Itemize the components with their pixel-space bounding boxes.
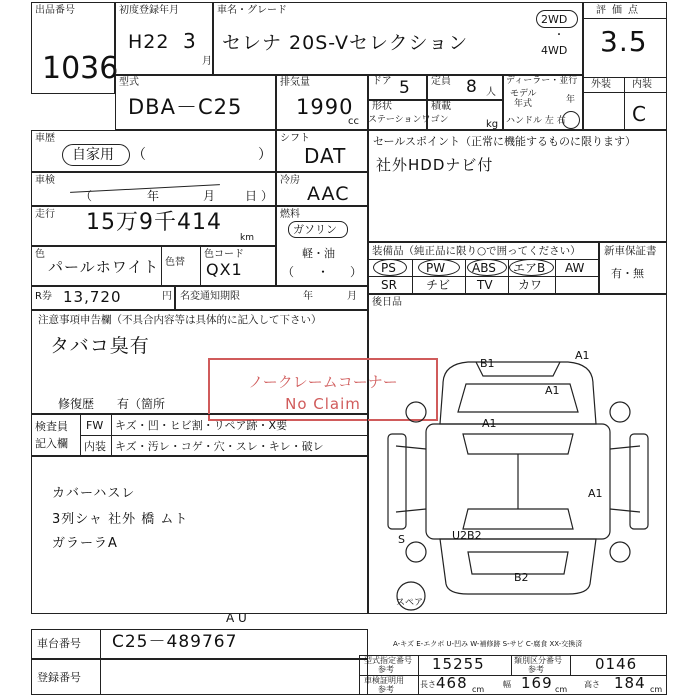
class-value: 0146 [595,655,638,673]
sales-point-label: セールスポイント（正常に機能するものに限ります） [373,135,637,148]
fuel-label: 燃料 [280,209,300,220]
inspector-row1-tag: FW [86,419,104,432]
mileage-value: 15万9千414 [86,210,222,235]
recycle-unit: 円 [162,291,172,302]
type-sub: 参考 [378,665,394,674]
chassis-value: C25－489767 [112,632,238,652]
inspector-note-1: カバーハスレ [52,486,136,501]
lot-number: 1036 [42,51,119,86]
inspection-day: 日 [245,189,258,203]
color-value: パールホワイト [48,258,160,276]
color-change-label: 色替 [165,257,185,268]
interior-value: C [632,102,647,126]
fuel-gas: ガソリン [293,223,337,236]
type-label: 型式指定番号 [364,656,412,665]
shift-label: シフト [280,133,310,144]
drive-dot: ・ [554,30,564,41]
name-change-month: 月 [347,291,357,302]
mileage-unit: km [240,233,254,243]
mark-s: S [398,533,405,546]
color-code-value: QX1 [206,260,243,279]
model-name-label: 車名・グレード [217,5,287,16]
type-value: 15255 [432,655,485,673]
equip-tv: TV [477,278,493,292]
fuel-diesel: 軽・油 [302,247,335,260]
equip-sr: SR [381,278,397,292]
cert-label: 車検証明用 [364,676,404,685]
aircon-label: 冷房 [280,175,300,186]
color-label: 色 [35,249,45,260]
model-year-unit: 年 [566,95,576,105]
fuel-paren-close: ） [350,265,363,279]
grade-label: 評価点 [596,5,644,16]
mark-au: A U [226,611,247,625]
inspector-note-2: 3列シャ 社外 橋 ムト [52,512,189,527]
mark-a1-right: A1 [545,384,560,397]
drive-2wd: 2WD [541,13,568,26]
shift-value: DAT [304,144,347,168]
mark-u2b2: U2B2 [452,529,482,542]
inspection-paren-open: （ [80,189,93,203]
width-label: 幅 [503,680,511,689]
height-value: 184 [614,674,646,692]
inspection-paren-close: ） [261,189,274,203]
inspector-notes-box [31,456,368,614]
equip-ps: PS [381,261,396,275]
load-unit: kg [486,119,499,130]
name-change-year: 年 [303,291,313,302]
repair-value: 有（箇所 [117,397,166,411]
width-unit: cm [555,685,568,694]
handle-label: ハンドル 左 右 [506,116,566,126]
height-label: 高さ [584,680,600,689]
no-claim-jp: ノークレームコーナー [248,373,398,391]
handle-right-circle [562,111,580,129]
cert-sub: 参考 [378,685,394,694]
history-label: 車歴 [35,133,55,144]
lot-label: 出品番号 [35,5,75,16]
inspection-year: 年 [147,189,160,203]
reg-number-label: 登録番号 [37,671,81,684]
repair-label: 修復歴 [58,397,95,411]
equip-aw: AW [565,261,585,275]
length-value: 468 [436,674,468,692]
inspector-row1-text: キズ・凹・ヒビ割・リペア跡・X要 [115,419,288,432]
mark-a1-mid: A1 [482,417,497,430]
no-claim-en: No Claim [285,395,361,413]
exterior-label: 外装 [591,79,611,90]
chassis-label: 車台番号 [37,637,81,650]
dealer-label: ディーラー・並行 [506,76,578,86]
displacement-value: 1990 [296,95,354,119]
equip-airbag: エアB [513,261,546,275]
history-value: 自家用 [72,147,114,163]
inspector-row2-tag: 内装 [84,440,106,453]
load-label: 積載 [431,101,451,112]
equip-pw: PW [426,261,446,275]
inspector-label2: 記入欄 [35,437,68,450]
first-reg-month-unit: 月 [202,56,212,67]
model-code-label: 型式 [119,77,139,88]
fuel-paren-open: （ [282,265,295,279]
recycle-label: R券 [35,291,52,302]
first-reg-label: 初度登録年月 [119,5,179,16]
equipment-label: 装備品（純正品に限り○で囲ってください） [372,245,581,257]
equip-leather: カワ [518,278,543,292]
length-label: 長さ [420,680,436,689]
notes-label: 注意事項申告欄（不具合内容等は具体的に記入して下さい） [38,314,322,326]
capacity-label: 定員 [431,76,451,87]
interior-label: 内装 [632,79,652,90]
first-reg-era-year: H22 [128,31,170,53]
inspector-note-3: ガラーラA [52,536,118,551]
history-paren-open: （ [132,147,146,163]
name-change-label: 名変通知期限 [180,291,240,302]
warranty-value: 有・無 [611,267,644,280]
doors-value: 5 [399,78,411,98]
displacement-unit: cc [348,116,359,127]
history-paren-close: ） [258,147,272,163]
reg-number-box [31,659,368,695]
mark-b2: B2 [514,571,529,584]
car-diagram [368,294,667,614]
equip-tv-small: チビ [426,278,451,292]
length-unit: cm [472,685,485,694]
displacement-label: 排気量 [280,77,310,88]
drive-4wd: 4WD [541,44,568,57]
model-code-value: DBA－C25 [128,95,243,119]
color-code-label: 色コード [204,249,244,260]
mileage-label: 走行 [35,209,55,220]
aircon-value: AAC [307,183,350,205]
grade-box [583,2,667,130]
inspection-label: 車検 [35,175,55,186]
fuel-dot: ・ [317,265,330,279]
spare-label: スペア [396,598,424,608]
height-unit: cm [650,685,663,694]
capacity-unit: 人 [486,87,496,98]
shape-label: 形状 [372,101,392,112]
sales-point-value: 社外HDDナビ付 [376,156,494,174]
doors-label: ドア [372,76,392,87]
shape-value: ステーションワゴン [368,115,449,125]
width-value: 169 [521,674,553,692]
notes-value: タバコ臭有 [50,335,150,357]
mark-a1-side: A1 [588,487,603,500]
mark-a1-top: A1 [575,349,590,362]
damage-legend: A-キズ E-エクボ U-凹み W-補修跡 S-サビ C-腐食 XX-交換済 [393,640,583,648]
inspector-label1: 検査員 [35,420,68,433]
model-year-sub: 年式 [514,99,533,109]
capacity-value: 8 [466,77,478,97]
inspection-month: 月 [203,189,216,203]
class-label: 類別区分番号 [514,656,562,665]
first-reg-month: 3 [183,29,197,53]
equip-abs: ABS [472,261,496,275]
warranty-label: 新車保証書 [604,245,657,257]
model-year-label: モデル [510,89,537,99]
grade-value: 3.5 [600,25,648,58]
mark-b1: B1 [480,357,495,370]
model-name-value: セレナ 20S-Vセレクション [222,32,469,54]
recycle-value: 13,720 [63,288,122,306]
class-sub: 参考 [528,665,544,674]
later-items-label: 後日品 [372,297,402,308]
inspector-row2-text: キズ・汚レ・コゲ・穴・スレ・キレ・破レ [115,440,324,453]
